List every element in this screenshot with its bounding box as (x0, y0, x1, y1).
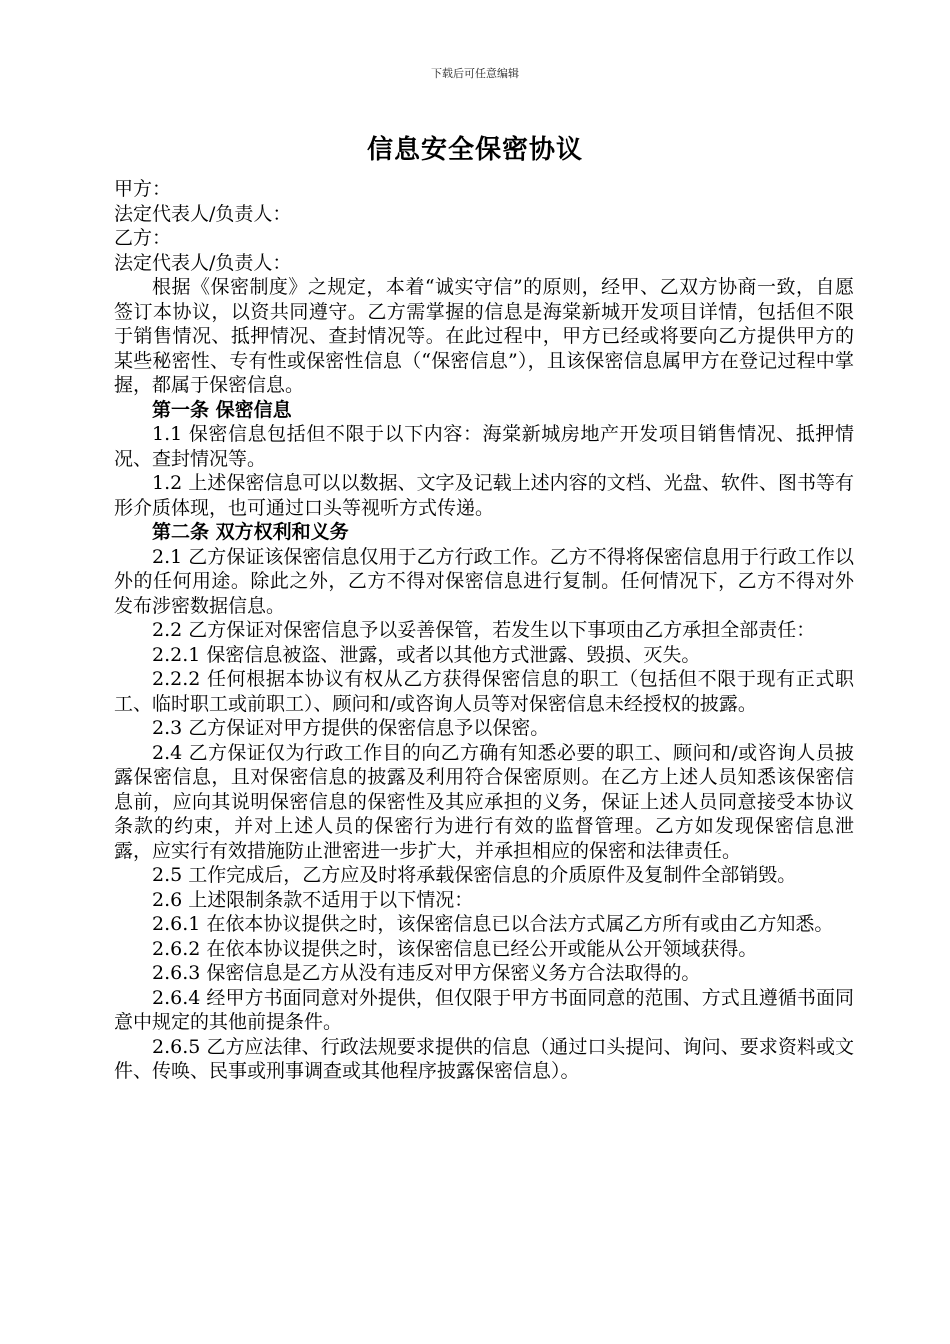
clause-2-6-5: 2.6.5 乙方应法律、行政法规要求提供的信息（通过口头提问、询问、要求资料或文件、传唤、民事或刑事调查或其他程序披露保密信息）。 (114, 1035, 854, 1082)
intro-paragraph: 根据《保密制度》之规定，本着“诚实守信”的原则，经甲、乙双方协商一致，自愿签订本协议，以资共同遵守。乙方需掌握的信息是海棠新城开发项目详情，包括但不限于销售情况、抵押情况、查封情况等。在此过程中，甲方已经或将要向乙方提供甲方的某些秘密性、专有性或保密性信息（“保密信息”），且该保密信息属甲方在登记过程中掌握，都属于保密信息。 (114, 276, 854, 396)
clause-2-2-2: 2.2.2 任何根据本协议有权从乙方获得保密信息的职工（包括但不限于现有正式职工、临时职工或前职工）、顾问和/或咨询人员等对保密信息未经授权的披露。 (114, 668, 854, 715)
clause-2-4: 2.4 乙方保证仅为行政工作目的向乙方确有知悉必要的职工、顾问和/或咨询人员披露保密信息，且对保密信息的披露及利用符合保密原则。在乙方上述人员知悉该保密信息前，应向其说明保密信息的保密性及其应承担的义务，保证上述人员同意接受本协议条款的约束，并对上述人员的保密行为进行有效的监督管理。乙方如发现保密信息泄露，应实行有效措施防止泄密进一步扩大，并承担相应的保密和法律责任。 (114, 741, 854, 862)
article-2-heading: 第二条 双方权利和义务 (152, 521, 349, 543)
document-title: 信息安全保密协议 (366, 135, 583, 165)
clause-2-2: 2.2 乙方保证对保密信息予以妥善保管，若发生以下事项由乙方承担全部责任： (152, 619, 816, 641)
clause-2-3: 2.3 乙方保证对甲方提供的保密信息予以保密。 (152, 717, 550, 739)
clause-1-2: 1.2 上述保密信息可以以数据、文字及记载上述内容的文档、光盘、软件、图书等有形介质体现，也可通过口头等视听方式传递。 (114, 472, 854, 519)
clause-2-6-2: 2.6.2 在依本协议提供之时，该保密信息已经公开或能从公开领域获得。 (152, 937, 758, 960)
clause-2-5: 2.5 工作完成后，乙方应及时将承载保密信息的介质原件及复制件全部销毁。 (152, 864, 797, 886)
clause-2-6-1: 2.6.1 在依本协议提供之时，该保密信息已以合法方式属乙方所有或由乙方知悉。 (152, 913, 834, 935)
party-a-line: 甲方： (114, 178, 172, 200)
party-b-line: 乙方： (114, 227, 172, 249)
party-b-representative-line: 法定代表人/负责人： (114, 251, 292, 274)
clause-2-2-1: 2.2.1 保密信息被盗、泄露，或者以其他方式泄露、毁损、灭失。 (152, 643, 701, 666)
clause-1-1: 1.1 保密信息包括但不限于以下内容：海棠新城房地产开发项目销售情况、抵押情况、查封情况等。 (114, 423, 854, 470)
party-a-representative-line: 法定代表人/负责人： (114, 202, 292, 225)
document-body (114, 177, 854, 1084)
article-1-heading: 第一条 保密信息 (152, 398, 292, 421)
clause-2-6: 2.6 上述限制条款不适用于以下情况： (152, 888, 474, 911)
header-note: 下载后可任意编辑 (431, 67, 519, 80)
clause-2-6-3: 2.6.3 保密信息是乙方从没有违反对甲方保密义务方合法取得的。 (152, 962, 701, 984)
clause-2-1: 2.1 乙方保证该保密信息仅用于乙方行政工作。乙方不得将保密信息用于行政工作以外的任何用途。除此之外，乙方不得对保密信息进行复制。任何情况下，乙方不得对外发布涉密数据信息。 (114, 545, 854, 617)
clause-2-6-4: 2.6.4 经甲方书面同意对外提供，但仅限于甲方书面同意的范围、方式且遵循书面同意中规定的其他前提条件。 (114, 986, 854, 1033)
